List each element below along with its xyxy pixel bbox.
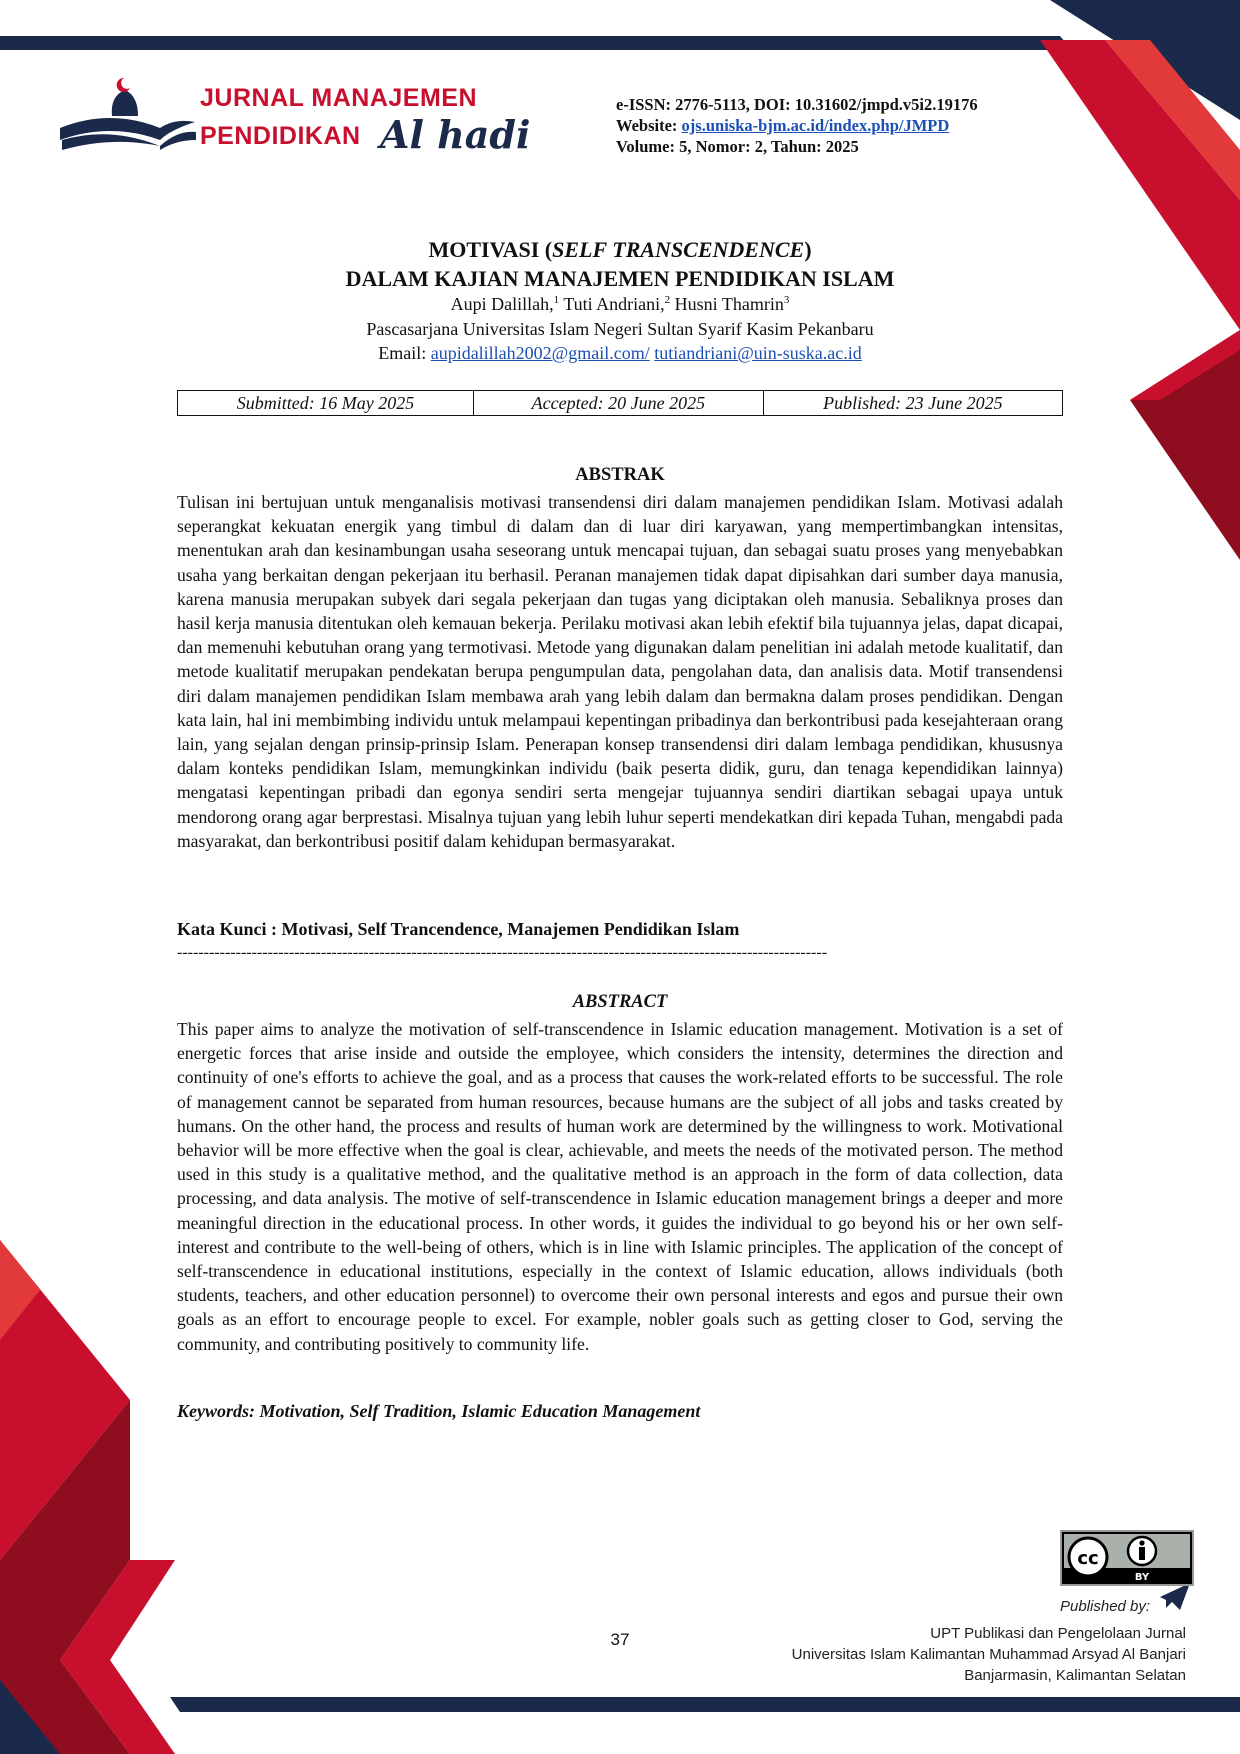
published-date: Published: 23 June 2025: [763, 391, 1062, 416]
cc-by-label: BY: [1134, 1572, 1150, 1583]
svg-text:cc: cc: [1077, 1548, 1099, 1569]
submitted-date: Submitted: 16 May 2025: [178, 391, 474, 416]
publisher-line-3: Banjarmasin, Kalimantan Selatan: [964, 1667, 1186, 1684]
email-link-2[interactable]: tutiandriani@uin-suska.ac.id: [654, 343, 862, 363]
journal-logo-line2: PENDIDIKAN: [200, 122, 361, 150]
publisher-line-2: Universitas Islam Kalimantan Muhammad Arsyad Al Banjari: [791, 1646, 1186, 1663]
eissn-doi: e-ISSN: 2776-5113, DOI: 10.31602/jmpd.v5i2.19176: [616, 95, 978, 114]
page-number: 37: [610, 1630, 630, 1649]
author-3: Husni Thamrin: [670, 294, 784, 314]
email-row: [0, 343, 1240, 364]
mosque-dome-icon: [112, 90, 138, 116]
author-list: [0, 294, 1240, 315]
cc-icon: [1062, 1532, 1192, 1584]
abstrak-heading: ABSTRAK: [575, 465, 665, 485]
journal-logo-script: Al hadi: [380, 112, 531, 157]
website-label: Website:: [616, 116, 682, 135]
author-3-affil: 3: [783, 294, 790, 306]
bottom-navy-bar: [170, 1697, 1240, 1712]
volume-info: Volume: 5, Nomor: 2, Tahun: 2025: [616, 137, 859, 156]
title-post: ): [804, 237, 812, 262]
paper-title-line2: DALAM KAJIAN MANAJEMEN PENDIDIKAN ISLAM: [345, 266, 895, 291]
paper-title-line1: [0, 237, 1240, 263]
website-row: [616, 115, 978, 136]
submission-dates-table: [177, 390, 1063, 416]
kata-kunci: Kata Kunci : Motivasi, Self Trancendence, Manajemen Pendidikan Islam: [177, 919, 740, 939]
cc-by-license-badge[interactable]: [1060, 1530, 1194, 1586]
affiliation: Pascasarjana Universitas Islam Negeri Sultan Syarif Kasim Pekanbaru: [366, 319, 874, 339]
keywords: Keywords: Motivation, Self Tradition, Islamic Education Management: [177, 1401, 701, 1421]
abstrak-text: Tulisan ini bertujuan untuk menganalisis motivasi transendensi diri dalam manajemen pendidikan Islam. Motivasi adalah seperangkat kekuatan energik yang timbul di dalam dan di luar diri karyawan, yang mempertimbangkan intensitas, menentukan arah dan kesinambungan usaha seseorang untuk mencapai tujuan, dan sebagai suatu proses yang menyebabkan usaha yang berkaitan dengan pekerjaan itu berhasil. Peranan manajemen tidak dapat dipisahkan dari sumber daya manusia, karena manusia merupakan subyek dari segala pekerjaan dan tugas yang diciptakan oleh manusia. Sebaliknya proses dan hasil kerja manusia ditentukan oleh kemauan bekerja. Perilaku motivasi akan lebih efektif bila tujuannya jelas, dapat dicapai, dan memenuhi kebutuhan orang yang termotivasi. Metode yang digunakan dalam penelitian ini adalah metode kualitatif, dan metode kualitatif merupakan pendekatan berupa pengumpulan data, pengolahan data, dan analisis data. Motif transendensi diri dalam manajemen pendidikan Islam membawa arah yang lebih dalam dan bermakna dalam proses pendidikan. Dengan kata lain, hal ini membimbing individu untuk melampaui kepentingan pribadinya dan berkontribusi pada kesejahteraan orang lain, yang sejalan dengan prinsip-prinsip Islam. Penerapan konsep transendensi diri dalam lembaga pendidikan, khususnya dalam konteks pendidikan Islam, memungkinkan individu (baik peserta didik, guru, dan tenaga kependidikan lainnya) mengatasi kepentingan pribadi dan egonya sendiri serta mengejar tujuannya sendiri diartikan sebagai upaya untuk mendorong orang agar berprestasi. Misalnya tujuan yang lebih luhur seperti mendekatkan diri kepada Tuhan, mengabdi pada masyarakat, dan berkontribusi positif dalam kehidupan bermasyarakat.: [177, 492, 1063, 851]
published-by-label: Published by:: [1060, 1598, 1151, 1615]
abstract-text: This paper aims to analyze the motivation of self-transcendence in Islamic education management. Motivation is a set of energetic forces that arise inside and outside the employee, which considers the intensity, determines the direction and continuity of one's efforts to achieve the goal, and as a process that causes the work-related efforts to be successful. The role of management cannot be separated from human resources, because humans are the subject of all jobs and tasks created by humans. On the other hand, the process and results of human work are determined by the willingness to work. Motivational behavior will be more effective when the goal is clear, achievable, and meets the needs of the motivated person. The method used in this study is a qualitative method, and the qualitative method is an approach in the form of data collection, data processing, and data analysis. The motive of self-transcendence in Islamic education management brings a deeper and more meaningful direction in the educational process. In other words, it guides the individual to go beyond his or her own self-interest and contribute to the well-being of others, which is in line with Islamic principles. The application of the concept of self-transcendence in educational institutions, especially in the context of Islamic education, allows individuals (both students, teachers, and other education personnel) to overcome their own personal interests and egos and pursue their own goals as an effort to encourage people to excel. For example, nobler goals such as getting closer to God, serving the community, and contributing positively to community life.: [177, 1019, 1063, 1354]
title-italic: SELF TRANSCENDENCE: [552, 237, 805, 262]
journal-logo-mark: [60, 78, 196, 150]
website-link[interactable]: ojs.uniska-bjm.ac.id/index.php/JMPD: [681, 116, 950, 135]
separator-line: --------------------------------------------------------------------------------------------------------------------------: [177, 944, 828, 961]
crescent-icon: [117, 78, 130, 92]
email-link-1[interactable]: aupidalillah2002@gmail.com/: [430, 343, 650, 363]
abstract-heading: ABSTRACT: [572, 992, 668, 1012]
journal-meta: [616, 94, 978, 157]
title-pre: MOTIVASI (: [428, 237, 553, 262]
author-1: Aupi Dalillah,: [450, 294, 554, 314]
top-navy-bar: [0, 36, 1072, 50]
email-label: Email:: [378, 343, 431, 363]
author-1-affil: 1: [553, 294, 560, 306]
author-2: Tuti Andriani,: [559, 294, 665, 314]
accepted-date: Accepted: 20 June 2025: [474, 391, 764, 416]
journal-logo-line1: JURNAL MANAJEMEN: [200, 84, 478, 112]
author-2-affil: 2: [664, 294, 671, 306]
publisher-line-1: UPT Publikasi dan Pengelolaan Jurnal: [930, 1625, 1186, 1642]
